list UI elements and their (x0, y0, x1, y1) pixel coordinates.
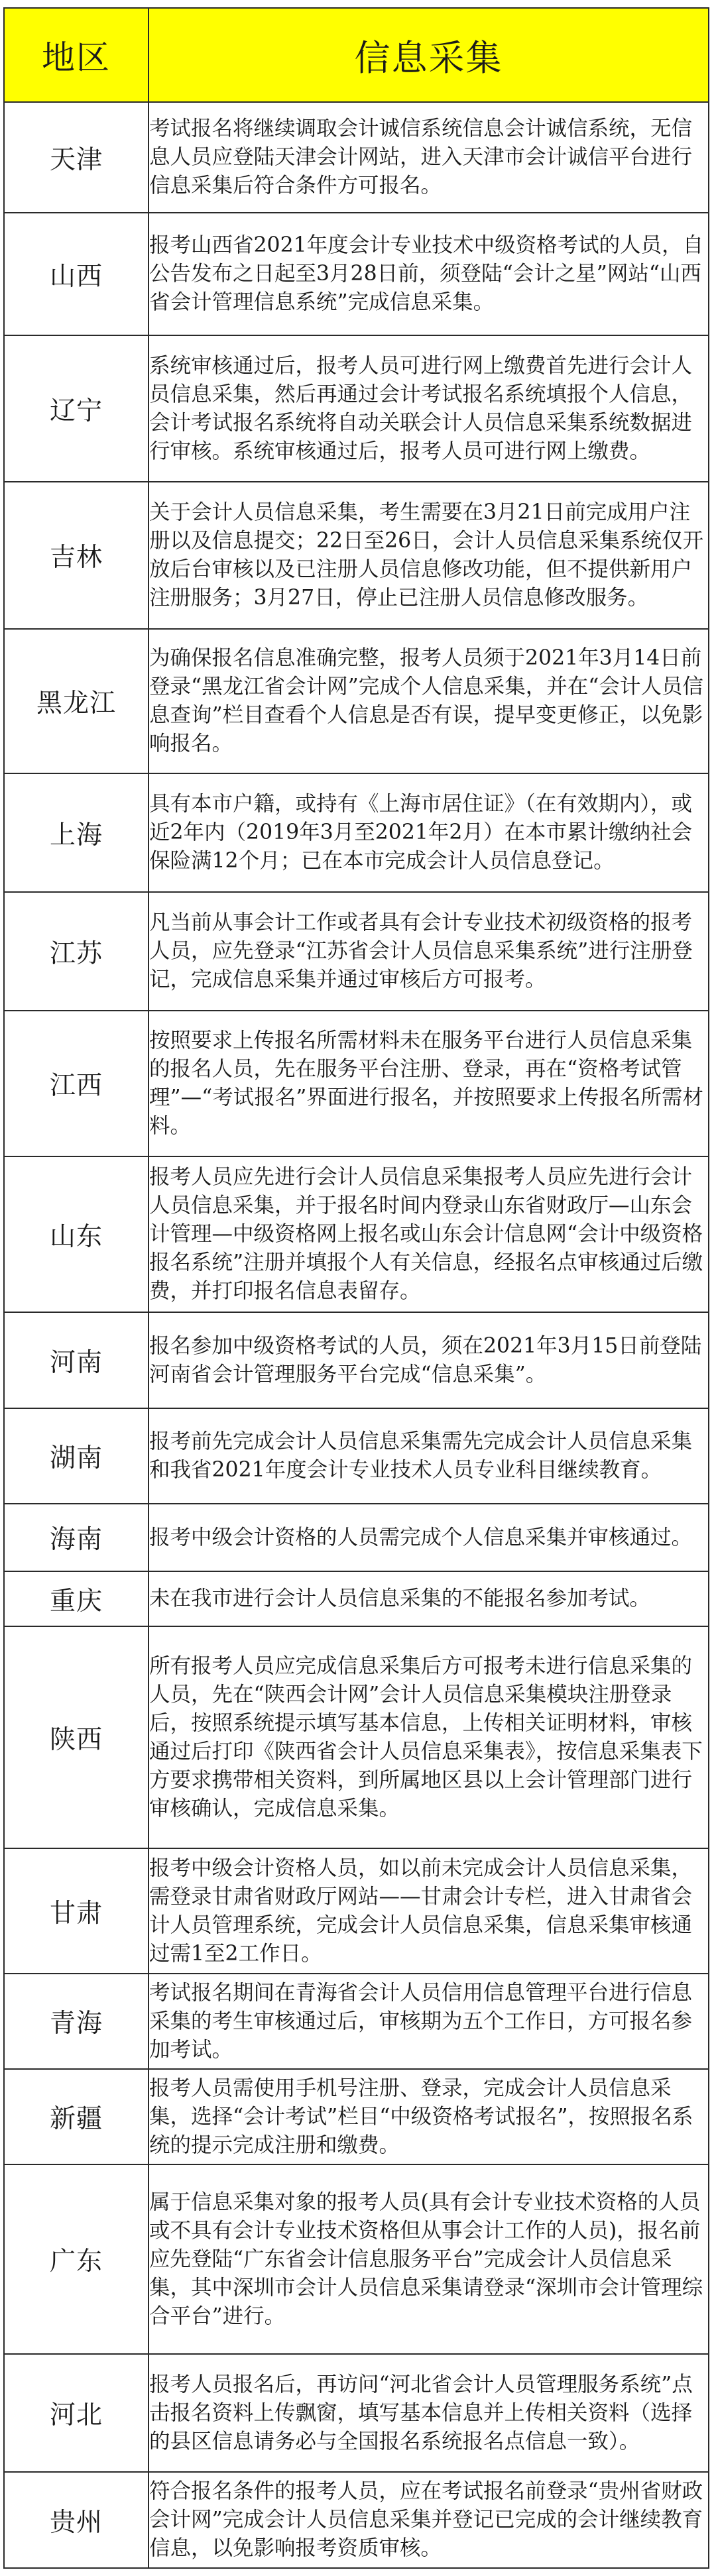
info-collection-cell: 具有本市户籍，或持有《上海市居住证》（在有效期内），或近2年内（2019年3月至2021年2月）在本市累计缴纳社会保险满12个月；已在本市完成会计人员信息登记。 (149, 773, 709, 892)
region-cell: 甘肃 (4, 1848, 149, 1974)
region-cell: 新疆 (4, 2069, 149, 2164)
table-row (4, 629, 709, 773)
table-row (4, 102, 709, 213)
region-cell: 辽宁 (4, 335, 149, 482)
info-collection-cell: 关于会计人员信息采集，考生需要在3月21日前完成用户注册以及信息提交；22日至26日，会计人员信息采集系统仅开放后台审核以及已注册人员信息修改功能，但不提供新用户注册服务；3月27日，停止已注册人员信息修改服务。 (149, 482, 709, 629)
region-cell: 广东 (4, 2164, 149, 2354)
info-collection-cell: 报考人员报名后，再访问“河北省会计人员管理服务系统”点击报名资料上传飘窗，填写基本信息并上传相关资料（选择的县区信息请务必与全国报名系统报名点信息一致）。 (149, 2354, 709, 2472)
region-cell: 天津 (4, 102, 149, 213)
info-collection-cell: 报考中级会计资格人员，如以前未完成会计人员信息采集，需登录甘肃省财政厅网站——甘肃会计专栏，进入甘肃省会计人员管理系统，完成会计人员信息采集，信息采集审核通过需1至2工作日。 (149, 1848, 709, 1974)
info-collection-cell: 凡当前从事会计工作或者具有会计专业技术初级资格的报考人员，应先登录“江苏省会计人员信息采集系统”进行注册登记，完成信息采集并通过审核后方可报考。 (149, 892, 709, 1011)
region-cell: 青海 (4, 1974, 149, 2069)
table-row (4, 2069, 709, 2164)
info-collection-table (3, 7, 709, 2569)
table-row (4, 1504, 709, 1571)
table-row (4, 1156, 709, 1312)
info-collection-cell: 系统审核通过后，报考人员可进行网上缴费首先进行会计人员信息采集，然后再通过会计考试报名系统填报个人信息，会计考试报名系统将自动关联会计人员信息采集系统数据进行审核。系统审核通过后，报考人员可进行网上缴费。 (149, 335, 709, 482)
region-cell: 海南 (4, 1504, 149, 1571)
info-collection-cell: 为确保报名信息准确完整，报考人员须于2021年3月14日前登录“黑龙江省会计网”完成个人信息采集，并在“会计人员信息查询”栏目查看个人信息是否有误，提早变更修正，以免影响报名。 (149, 629, 709, 773)
info-collection-cell: 未在我市进行会计人员信息采集的不能报名参加考试。 (149, 1571, 709, 1626)
table-row (4, 2354, 709, 2472)
table-row (4, 1571, 709, 1626)
info-collection-cell: 报考前先完成会计人员信息采集需先完成会计人员信息采集和我省2021年度会计专业技术人员专业科目继续教育。 (149, 1408, 709, 1504)
region-cell: 重庆 (4, 1571, 149, 1626)
table-row (4, 2472, 709, 2568)
info-collection-cell: 报名参加中级资格考试的人员，须在2021年3月15日前登陆河南省会计管理服务平台完成“信息采集”。 (149, 1312, 709, 1408)
table-row (4, 335, 709, 482)
region-cell: 江苏 (4, 892, 149, 1011)
region-cell: 山西 (4, 213, 149, 335)
table-row (4, 1626, 709, 1848)
table-row (4, 2164, 709, 2354)
table-row (4, 1974, 709, 2069)
info-collection-cell: 按照要求上传报名所需材料未在服务平台进行人员信息采集的报名人员，先在服务平台注册、登录，再在“资格考试管理”—“考试报名”界面进行报名，并按照要求上传报名所需材料。 (149, 1011, 709, 1156)
table-row (4, 892, 709, 1011)
column-header-info-collection: 信息采集 (149, 8, 709, 102)
info-collection-cell: 考试报名期间在青海省会计人员信用信息管理平台进行信息采集的考生审核通过后，审核期为五个工作日，方可报名参加考试。 (149, 1974, 709, 2069)
table-row (4, 1011, 709, 1156)
table-header-row (4, 8, 709, 102)
column-header-region: 地区 (4, 8, 149, 102)
region-cell: 河北 (4, 2354, 149, 2472)
region-cell: 山东 (4, 1156, 149, 1312)
table-row (4, 1848, 709, 1974)
info-collection-sheet (3, 7, 708, 2569)
info-collection-cell: 属于信息采集对象的报考人员(具有会计专业技术资格的人员或不具有会计专业技术资格但从事会计工作的人员)，报名前应先登陆“广东省会计信息服务平台”完成会计人员信息采集，其中深圳市会计人员信息采集请登录“深圳市会计管理综合平台”进行。 (149, 2164, 709, 2354)
table-row (4, 1408, 709, 1504)
info-collection-cell: 报考人员应先进行会计人员信息采集报考人员应先进行会计人员信息采集，并于报名时间内登录山东省财政厅—山东会计管理—中级资格网上报名或山东会计信息网“会计中级资格报名系统”注册并填报个人有关信息，经报名点审核通过后缴费，并打印报名信息表留存。 (149, 1156, 709, 1312)
region-cell: 上海 (4, 773, 149, 892)
info-collection-cell: 报考人员需使用手机号注册、登录，完成会计人员信息采集，选择“会计考试”栏目“中级资格考试报名”，按照报名系统的提示完成注册和缴费。 (149, 2069, 709, 2164)
table-body (4, 102, 709, 2568)
region-cell: 吉林 (4, 482, 149, 629)
table-row (4, 773, 709, 892)
table-row (4, 213, 709, 335)
region-cell: 贵州 (4, 2472, 149, 2568)
info-collection-cell: 报考山西省2021年度会计专业技术中级资格考试的人员，自公告发布之日起至3月28日前，须登陆“会计之星”网站“山西省会计管理信息系统”完成信息采集。 (149, 213, 709, 335)
info-collection-cell: 符合报名条件的报考人员，应在考试报名前登录“贵州省财政会计网”完成会计人员信息采集并登记已完成的会计继续教育信息，以免影响报考资质审核。 (149, 2472, 709, 2568)
table-row (4, 1312, 709, 1408)
region-cell: 湖南 (4, 1408, 149, 1504)
region-cell: 黑龙江 (4, 629, 149, 773)
region-cell: 江西 (4, 1011, 149, 1156)
region-cell: 河南 (4, 1312, 149, 1408)
info-collection-cell: 报考中级会计资格的人员需完成个人信息采集并审核通过。 (149, 1504, 709, 1571)
info-collection-cell: 考试报名将继续调取会计诚信系统信息会计诚信系统，无信息人员应登陆天津会计网站，进入天津市会计诚信平台进行信息采集后符合条件方可报名。 (149, 102, 709, 213)
region-cell: 陕西 (4, 1626, 149, 1848)
table-row (4, 482, 709, 629)
info-collection-cell: 所有报考人员应完成信息采集后方可报考未进行信息采集的人员，先在“陕西会计网”会计人员信息采集模块注册登录后，按照系统提示填写基本信息，上传相关证明材料，审核通过后打印《陕西省会计人员信息采集表》，按信息采集表下方要求携带相关资料，到所属地区县以上会计管理部门进行审核确认，完成信息采集。 (149, 1626, 709, 1848)
